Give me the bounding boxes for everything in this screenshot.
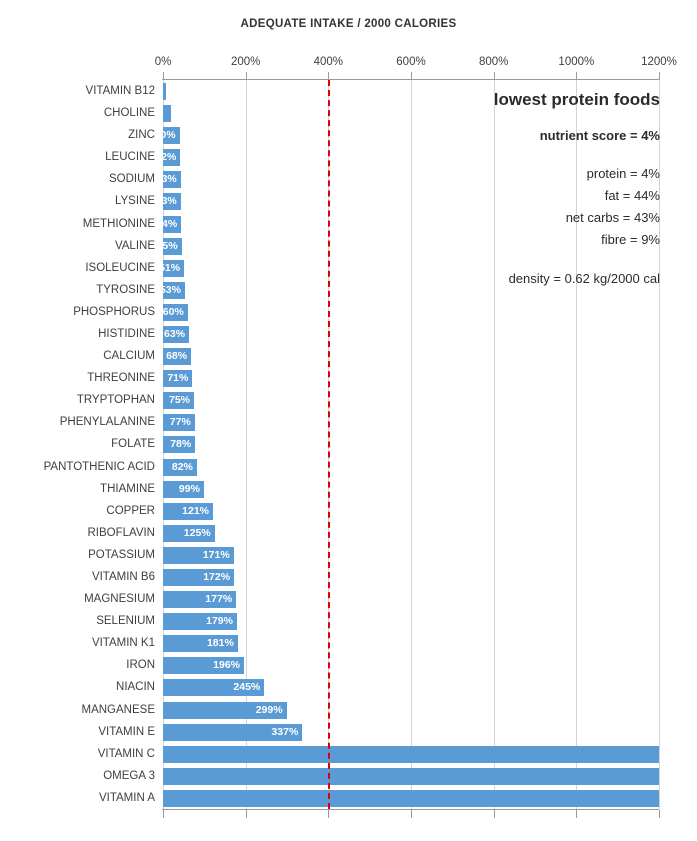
bar-value-label: 68%	[166, 350, 188, 363]
category-label: CHOLINE	[103, 107, 155, 120]
category-label: VITAMIN E	[98, 725, 155, 738]
chart-row	[0, 787, 697, 811]
category-label: VITAMIN B6	[91, 571, 155, 583]
chart-row	[0, 676, 697, 700]
category-label: POTASSIUM	[88, 548, 155, 561]
chart-row	[0, 301, 697, 325]
tick-mark-bottom	[328, 810, 329, 818]
bar-value-label: 337%	[271, 725, 299, 738]
category-label: TRYPTOPHAN	[76, 394, 155, 407]
annotation-macro-netcarbs: net carbs = 43%	[565, 210, 660, 225]
chart-row	[0, 588, 697, 612]
chart-row	[0, 389, 697, 413]
chart-row	[0, 478, 697, 502]
category-label: PHOSPHORUS	[73, 305, 155, 318]
category-label: SODIUM	[109, 173, 155, 186]
bar-value-label: 51%	[159, 261, 181, 274]
tick-mark-top	[411, 72, 412, 80]
bar-value-label: 99%	[178, 482, 200, 495]
category-label: ZINC	[128, 129, 155, 142]
x-tick-label: 1200%	[641, 56, 677, 68]
bar-value-label: 45%	[156, 239, 178, 252]
tick-mark-bottom	[659, 810, 660, 818]
bar-value-label: 44%	[156, 217, 178, 230]
bar-value-label: 40%	[154, 129, 176, 142]
category-label: VITAMIN B12	[85, 85, 155, 97]
bar-value-label: 75%	[168, 394, 190, 407]
tick-mark-bottom	[163, 810, 164, 818]
category-label: MAGNESIUM	[84, 593, 155, 606]
category-label: VITAMIN C	[97, 747, 155, 760]
bar-value-label: 42%	[155, 151, 177, 164]
chart-row	[0, 522, 697, 546]
chart-row	[0, 721, 697, 745]
target-threshold-line	[328, 80, 330, 809]
category-label: VALINE	[114, 239, 155, 252]
annotation-headline: lowest protein foods	[493, 90, 660, 109]
category-label: LYSINE	[114, 195, 155, 208]
bar-value-label: 121%	[182, 504, 209, 517]
bar-value-label: 71%	[167, 372, 189, 385]
bar-value-label: 53%	[159, 283, 181, 296]
chart-row	[0, 743, 697, 767]
category-label: THREONINE	[87, 372, 155, 385]
chart-row	[0, 433, 697, 457]
chart-row	[0, 566, 697, 590]
bar-value-label: 43%	[155, 195, 177, 208]
category-label: ISOLEUCINE	[85, 261, 155, 274]
x-tick-label: 800%	[478, 56, 509, 68]
bar	[163, 768, 659, 785]
category-label: SELENIUM	[96, 615, 155, 628]
category-label: LEUCINE	[105, 151, 155, 164]
chart-title: ADEQUATE INTAKE / 2000 CALORIES	[240, 18, 457, 30]
annotation-block	[360, 90, 660, 286]
tick-mark-bottom	[576, 810, 577, 818]
bar-value-label: 172%	[203, 571, 231, 583]
bar-value-label: 171%	[202, 548, 230, 561]
tick-mark-top	[659, 72, 660, 80]
category-label: RIBOFLAVIN	[87, 526, 155, 539]
chart-row	[0, 632, 697, 656]
category-label: METHIONINE	[82, 217, 155, 230]
category-label: CALCIUM	[103, 350, 155, 363]
x-tick-label: 0%	[154, 56, 172, 68]
bar-value-label: 43%	[155, 173, 177, 186]
x-tick-label: 200%	[230, 56, 261, 68]
tick-mark-bottom	[494, 810, 495, 818]
bar-value-label: 82%	[171, 460, 193, 473]
category-label: TYROSINE	[96, 283, 155, 296]
bar-value-label: 177%	[205, 593, 233, 606]
bar-value-label: 181%	[206, 637, 234, 650]
annotation-density: density = 0.62 kg/2000 cal	[508, 271, 660, 286]
chart-row	[0, 654, 697, 678]
annotation-macro-protein: protein = 4%	[586, 166, 660, 181]
annotation-macro-fat: fat = 44%	[604, 188, 660, 203]
bar-value-label: 245%	[233, 681, 261, 694]
bar	[163, 83, 166, 100]
category-label: COPPER	[106, 504, 155, 517]
x-tick-label: 1000%	[558, 56, 595, 68]
bar-value-label: 179%	[206, 615, 233, 628]
category-label: FOLATE	[111, 438, 155, 451]
chart-row	[0, 610, 697, 634]
tick-mark-top	[494, 72, 495, 80]
annotation-nutrient-score: nutrient score = 4%	[539, 128, 660, 143]
category-label: IRON	[126, 659, 155, 672]
chart-row	[0, 765, 697, 789]
tick-mark-top	[163, 72, 164, 80]
chart-row	[0, 699, 697, 723]
category-label: PHENYLALANINE	[59, 416, 155, 429]
chart-row	[0, 411, 697, 435]
category-label: THIAMINE	[100, 482, 155, 495]
chart-row	[0, 456, 697, 480]
category-label: MANGANESE	[81, 703, 155, 716]
chart-row	[0, 544, 697, 568]
bar-value-label: 63%	[164, 328, 186, 340]
annotation-macro-fibre: fibre = 9%	[601, 232, 660, 247]
bar-value-label: 60%	[162, 305, 184, 318]
bar	[163, 105, 171, 122]
bar	[163, 746, 659, 763]
bar-value-label: 77%	[169, 416, 191, 429]
x-tick-label: 600%	[396, 56, 426, 68]
category-label: VITAMIN A	[98, 791, 155, 804]
category-label: VITAMIN K1	[91, 637, 155, 650]
chart-row	[0, 323, 697, 347]
tick-mark-top	[328, 72, 329, 80]
category-label: NIACIN	[116, 681, 155, 694]
bar-value-label: 196%	[213, 659, 240, 672]
chart-row	[0, 367, 697, 391]
chart-row	[0, 500, 697, 524]
chart-row	[0, 345, 697, 369]
tick-mark-top	[246, 72, 247, 80]
tick-mark-bottom	[246, 810, 247, 818]
category-label: PANTOTHENIC ACID	[43, 460, 155, 473]
category-label: HISTIDINE	[98, 328, 155, 340]
tick-mark-bottom	[411, 810, 412, 818]
bar-value-label: 78%	[170, 438, 192, 451]
bar-value-label: 125%	[183, 526, 211, 539]
category-label: OMEGA 3	[103, 769, 155, 782]
bar-value-label: 299%	[255, 703, 283, 716]
bar	[163, 790, 659, 807]
x-tick-label: 400%	[313, 56, 344, 68]
tick-mark-top	[576, 72, 577, 80]
